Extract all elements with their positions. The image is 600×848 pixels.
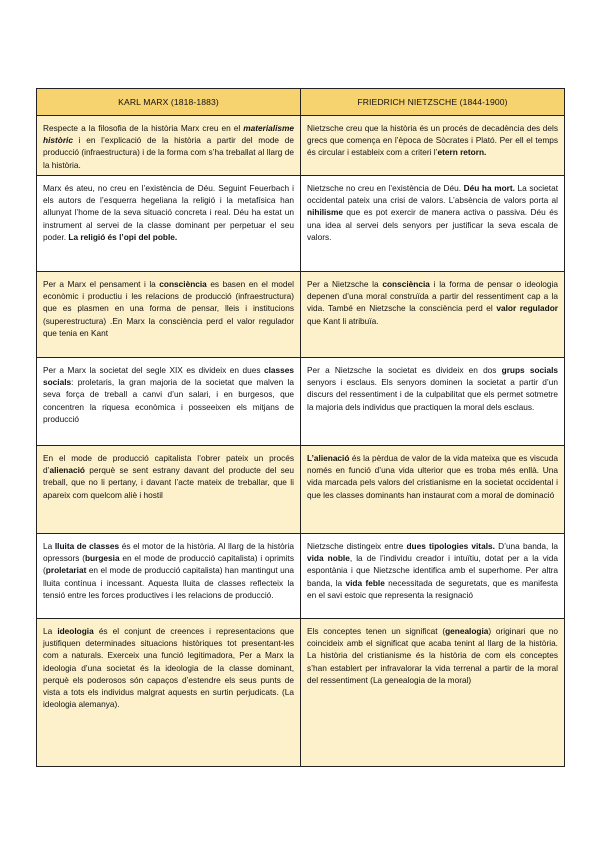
cell-text: que Kant li atribuïa.: [307, 315, 379, 326]
cell-text: Nietzsche distingeix entre: [307, 541, 407, 551]
table-body: [37, 116, 565, 767]
table-row: [37, 358, 565, 446]
marx-cell: [37, 446, 301, 534]
nietzsche-cell: [301, 358, 565, 446]
cell-text: : proletaris, la gran majoria de la societat que malven la seva força de treball a canvi d’un salari, i en burgesos, que concentren la riquesa econòmica i posseeixen els mitjans de producció: [43, 377, 294, 424]
key-term: proletariat: [45, 565, 87, 576]
marx-cell: [37, 534, 301, 619]
cell-text: Per a Marx el pensament i la: [43, 279, 160, 289]
key-term: genealogia: [445, 626, 489, 636]
cell-text: La: [43, 626, 58, 636]
key-term: dues tipologies vitals.: [406, 541, 495, 551]
key-term: classes socials: [43, 365, 294, 388]
cell-text: Respecte a la filosofia de la història Marx creu en el: [43, 123, 244, 133]
cell-text: que es pot exercir de manera activa o passiva. Déu és una idea al servei dels senyors per justificar la seva escala de valors.: [307, 207, 558, 242]
cell-text: perquè se sent estrany davant del producte del seu treball, que no li pertany, i davant l’acte mateix de treballar, que li apareix com quelcom aliè i hostil: [43, 465, 294, 500]
key-term: vida feble: [345, 577, 385, 588]
key-term: consciència: [382, 279, 430, 289]
cell-text: en el mode de producció capitalista) i oprimits (: [43, 553, 294, 576]
cell-text: i en l’explicació de la història a partir del mode de producció (infraestructura) i de la forma com s’ha treballat al llarg de la història.: [43, 135, 294, 170]
cell-text: Per a Nietzsche la societat es divideix en dos: [307, 365, 502, 375]
comparison-table-container: [36, 88, 564, 767]
table-row: [37, 534, 565, 619]
header-marx: KARL MARX (1818-1883): [37, 89, 301, 116]
cell-text: en el mode de producció capitalista) han mantingut una lluita contínua i incessant. Aquesta lluita de classes reflecteix la tensió entre les forces productives i les relacions de producció.: [43, 565, 294, 600]
cell-text: La societat occidental pateix una crisi de valors. L’absència de valors porta al: [307, 183, 558, 206]
cell-text: necessitada de seguretats, que es manifesta en el savi estoic que representa la resignació: [307, 577, 558, 600]
key-term: materialisme històric: [43, 123, 294, 146]
nietzsche-cell: [301, 116, 565, 176]
cell-text: i la forma de pensar o ideologia depenen d’una moral construïda a partir del ressentiment cap a la vida. També en Nietzsche la consciència perd el: [307, 279, 558, 314]
table-row: [37, 619, 565, 767]
key-term: etern retorn.: [437, 147, 487, 158]
marx-cell: [37, 272, 301, 358]
key-term: consciència: [159, 279, 207, 289]
marx-cell: [37, 116, 301, 176]
table-header-row: [37, 89, 565, 116]
cell-text: ) originari que no coincideix amb el significat que acaba tenint al llarg de la història. La història del cristianisme és la història de com els conceptes s’han establert per infravalorar la vida terrenal a partir de la moral del ressentiment (La genealogia de la moral): [307, 626, 558, 685]
key-term: vida noble: [307, 553, 350, 564]
nietzsche-cell: [301, 446, 565, 534]
nietzsche-cell: [301, 176, 565, 272]
key-term: valor regulador: [496, 303, 559, 314]
marx-nietzsche-comparison-table: [36, 88, 565, 767]
cell-text: Per a Nietzsche la: [307, 279, 383, 289]
nietzsche-cell: [301, 272, 565, 358]
key-term: La religió és l’opi del poble.: [68, 231, 178, 242]
cell-text: , la de l’individu creador i intuïtiu, dotat per a la vida espontània i que Nietzsche identifica amb el superhome. Per altra banda, la: [307, 553, 558, 588]
table-row: [37, 116, 565, 176]
cell-text: és el motor de la història. Al llarg de la història opressors (: [43, 541, 294, 564]
cell-text: és el conjunt de creences i representacions que justifiquen determinades situacions històriques tot presentant-les com a naturals. Exerceix una funció legitimadora, Per a Marx la ideologia d’una societat és la ideologia de la classe dominant, perquè els poderosos són capaços d’estendre els seus punts de vista a tots els individus malgrat aquests en surtin perjudicats. (La ideologia alemanya).: [43, 626, 294, 710]
key-term: lluita de classes: [54, 541, 120, 551]
key-term: ideologia: [57, 626, 94, 636]
key-term: L’alienació: [307, 453, 350, 463]
cell-text: és la pèrdua de valor de la vida mateixa que es viscuda només en funció d’una vida ulterior que es troba més enllà. Una vida marcada pels valors del cristianisme en la societat occidental i que les classes dominants han instaurat com a moral de dominació: [307, 453, 558, 500]
cell-text: En el mode de producció capitalista l’obrer pateix un procés d’: [43, 453, 294, 476]
marx-cell: [37, 358, 301, 446]
cell-text: Per a Marx la societat del segle XIX es divideix en dues: [43, 365, 264, 375]
cell-text: Marx és ateu, no creu en l’existència de Déu. Seguint Feuerbach i els autors de l’esquerra hegeliana la religió i la metafísica han allunyat l’home de la seva situació concreta i real. Déu ha estat un instrument al servei de la classe dominant per perpetuar el seu poder.: [43, 183, 294, 242]
nietzsche-cell: [301, 534, 565, 619]
key-term: burgesia: [84, 553, 120, 564]
cell-text: La: [43, 541, 55, 551]
table-row: [37, 446, 565, 534]
cell-text: senyors i esclaus. Els senyors dominen la societat a partir d’un discurs del ressentiment i de la culpabilitat que els permet sotmetre la majoria dels individus que practiquen la moral dels esclaus.: [307, 377, 558, 412]
header-nietzsche: FRIEDRICH NIETZSCHE (1844-1900): [301, 89, 565, 116]
key-term: nihilisme: [307, 207, 343, 218]
key-term: grups socials: [501, 365, 558, 375]
cell-text: D’una banda, la: [494, 541, 558, 551]
cell-text: es basen en el model econòmic i productiu i les relacions de producció (infraestructura) que es plasmen en una forma de pensar, lleis i institucions (superestructura) .En Marx la consciència perd el valor regulador que tenia en Kant: [43, 279, 294, 338]
cell-text: Nietzsche no creu en l’existència de Déu.: [307, 183, 464, 193]
nietzsche-cell: [301, 619, 565, 767]
marx-cell: [37, 176, 301, 272]
key-term: alienació: [49, 465, 85, 476]
key-term: Déu ha mort.: [463, 183, 515, 193]
table-row: [37, 176, 565, 272]
cell-text: Els conceptes tenen un significat (: [307, 626, 446, 636]
marx-cell: [37, 619, 301, 767]
cell-text: Nietzsche creu que la història és un procés de decadència des dels grecs que comença en l’època de Sòcrates i Plató. Per ell el temps és circular i estableix com a criteri l’: [307, 123, 558, 158]
table-row: [37, 272, 565, 358]
